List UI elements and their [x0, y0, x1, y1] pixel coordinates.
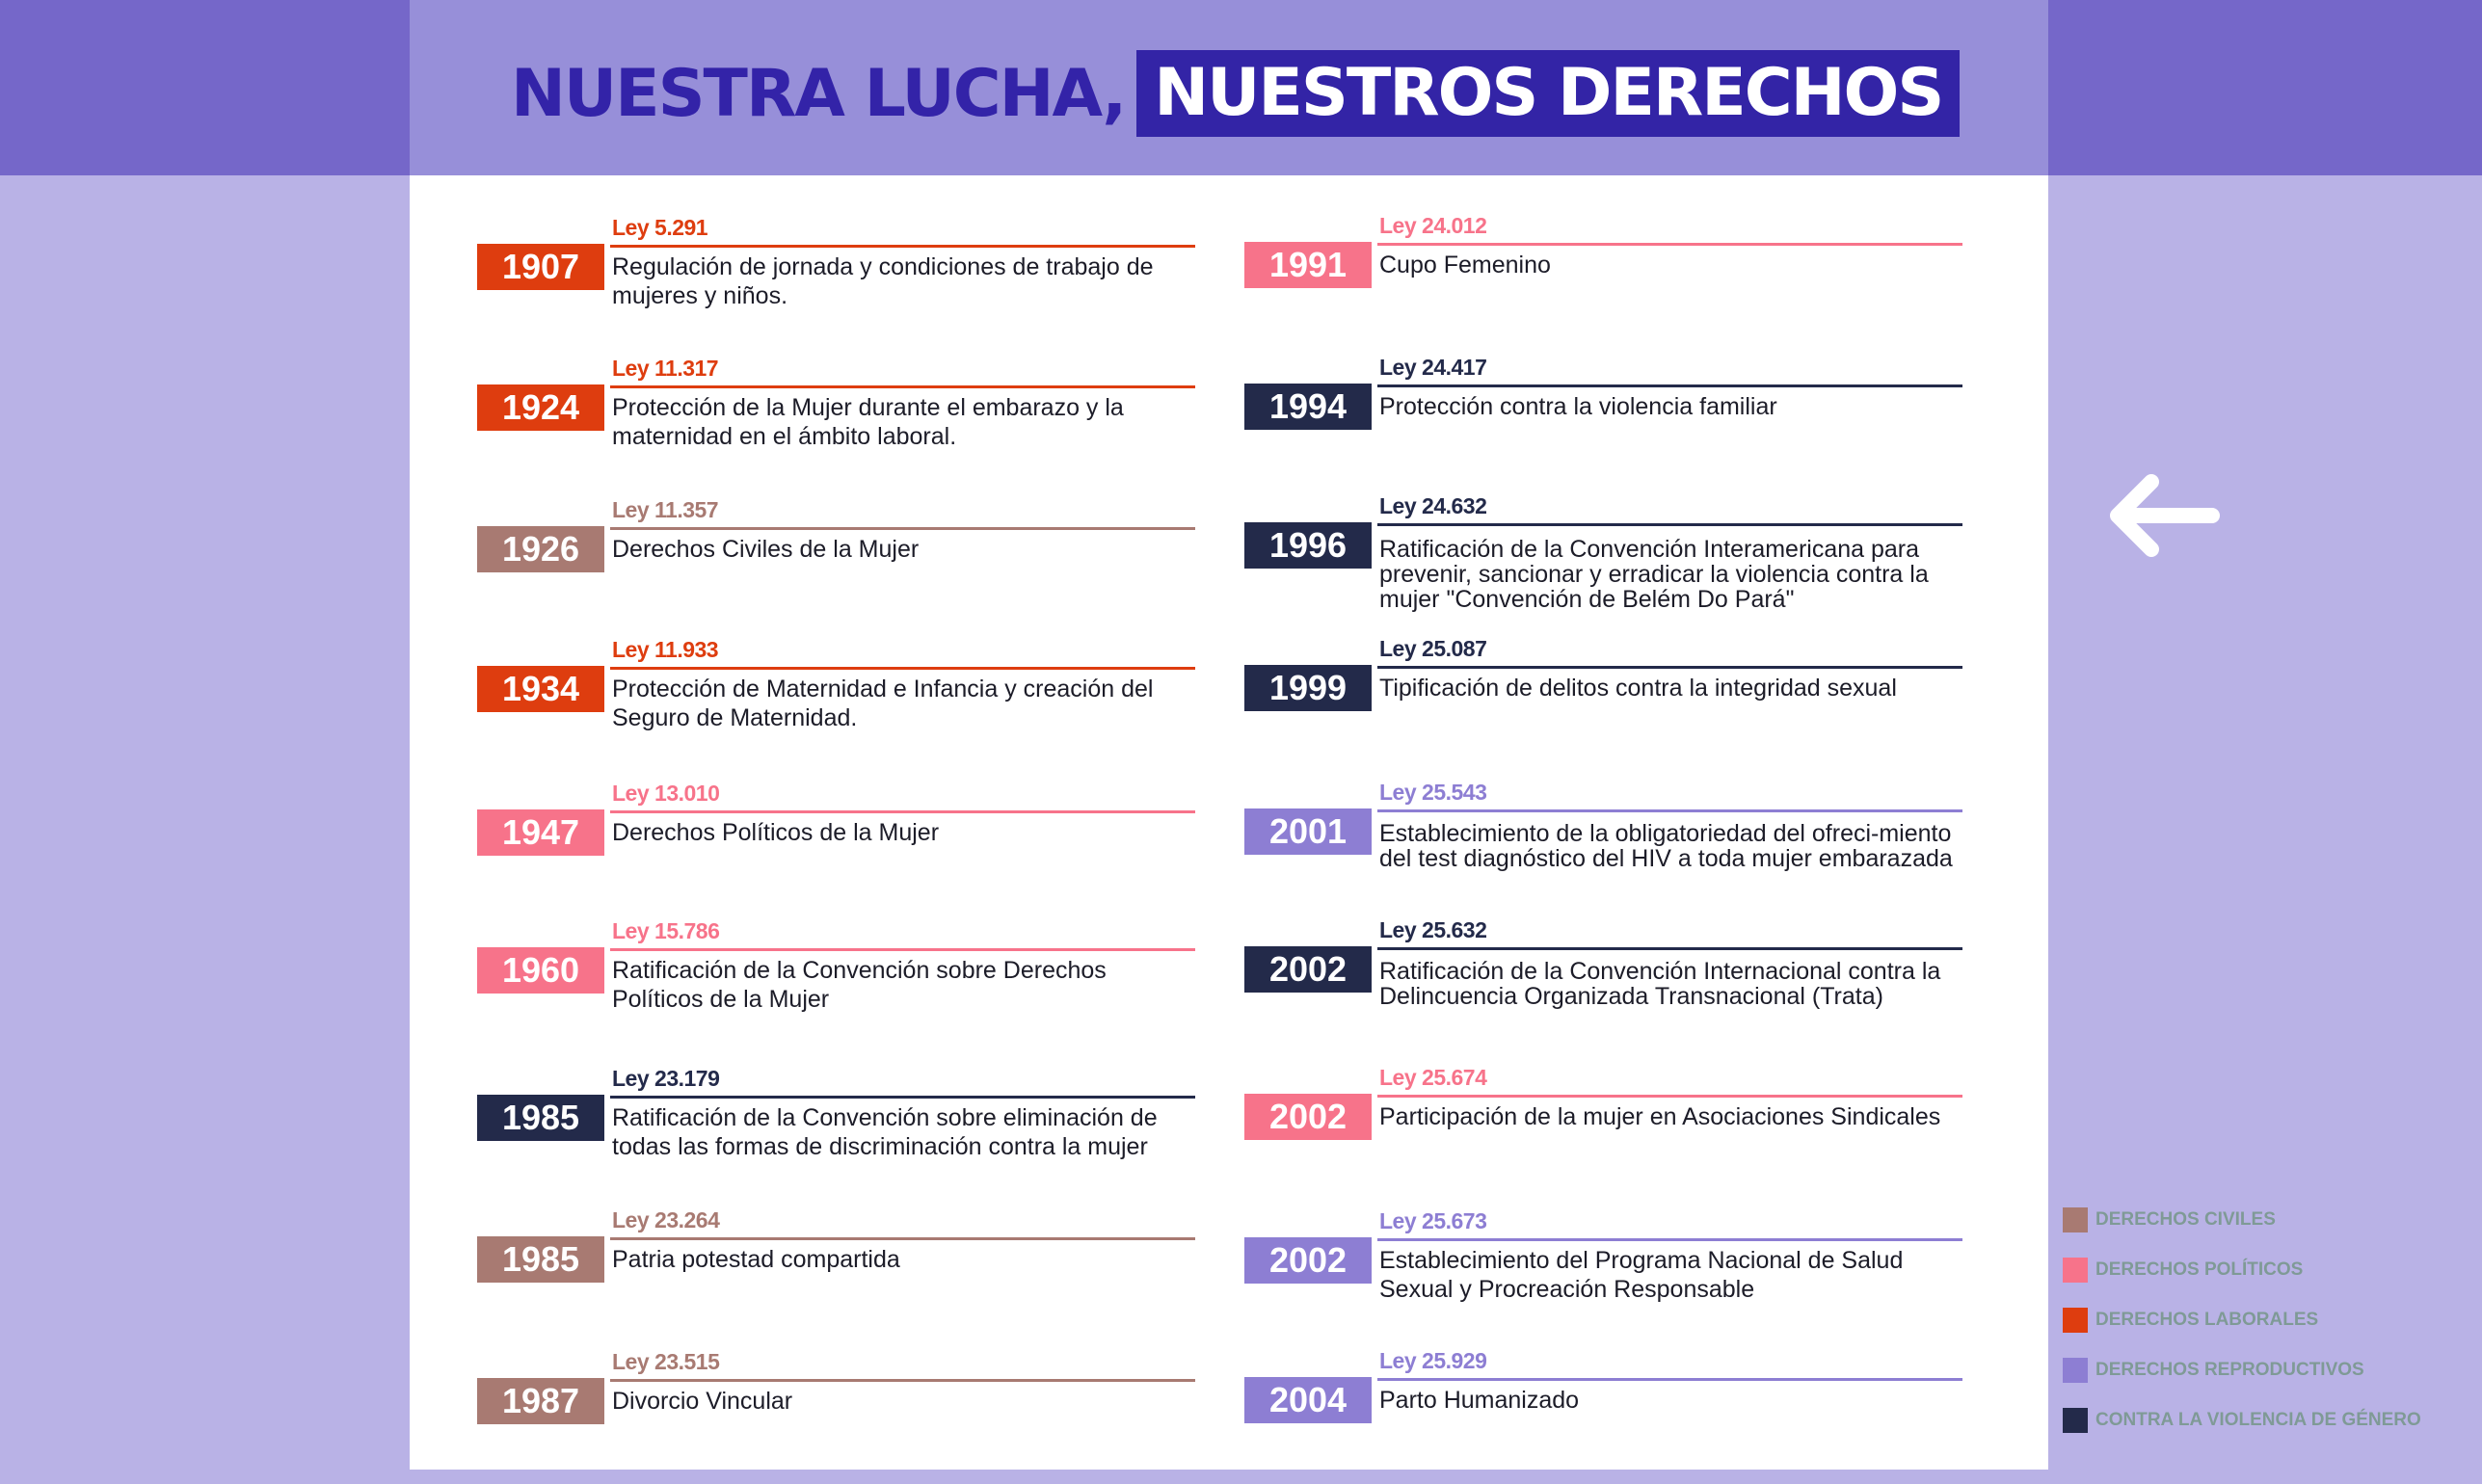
right-side-band — [2048, 0, 2482, 175]
law-number: Ley 25.929 — [1379, 1348, 1487, 1373]
law-number: Ley 23.179 — [612, 1066, 720, 1091]
year-badge: 1947 — [477, 809, 604, 856]
timeline-entry — [1244, 1348, 1962, 1483]
year-badge: 1991 — [1244, 242, 1372, 288]
timeline-entry — [1244, 1065, 1962, 1200]
left-side-band — [0, 0, 410, 175]
entry-rule — [610, 1096, 1195, 1099]
year-badge: 1999 — [1244, 665, 1372, 711]
entry-rule — [1377, 947, 1962, 950]
timeline-entry — [477, 1207, 1195, 1342]
year-badge: 1996 — [1244, 522, 1372, 569]
law-number: Ley 11.933 — [612, 637, 719, 662]
law-description: Establecimiento del Programa Nacional de Salud Sexual y Procreación Responsable — [1379, 1247, 1904, 1303]
page-title — [511, 50, 1960, 137]
page-title-part2: NUESTROS DERECHOS — [1136, 50, 1960, 137]
timeline-entry — [477, 1349, 1195, 1484]
timeline-entry — [1244, 493, 1962, 628]
law-number: Ley 24.012 — [1379, 213, 1487, 238]
arrow-left-icon — [2092, 453, 2227, 578]
law-description: Establecimiento de la obligatoriedad del ofreci-miento del test diagnóstico del HIV a toda mujer embarazada — [1379, 820, 1953, 872]
law-number: Ley 5.291 — [612, 215, 708, 240]
timeline-entry — [477, 918, 1195, 1053]
year-badge: 1934 — [477, 666, 604, 712]
law-number: Ley 25.632 — [1379, 917, 1487, 942]
law-description: Ratificación de la Convención Interamericana para prevenir, sancionar y erradicar la violencia contra la mujer "Convención de Belém Do Pará" — [1379, 536, 1929, 613]
year-badge: 2001 — [1244, 808, 1372, 855]
law-number: Ley 11.357 — [612, 497, 719, 522]
legend-swatch — [2063, 1358, 2088, 1383]
back-button[interactable] — [2092, 453, 2227, 578]
law-description: Tipificación de delitos contra la integridad sexual — [1379, 675, 1897, 702]
law-number: Ley 25.087 — [1379, 636, 1487, 661]
law-number: Ley 23.264 — [612, 1207, 720, 1232]
legend-swatch — [2063, 1258, 2088, 1283]
timeline-entry — [477, 215, 1195, 350]
law-description: Protección de Maternidad e Infancia y creación del Seguro de Maternidad. — [612, 676, 1154, 731]
law-description: Ratificación de la Convención sobre Derechos Políticos de la Mujer — [612, 957, 1107, 1013]
year-badge: 1907 — [477, 244, 604, 290]
entry-rule — [610, 667, 1195, 670]
entry-rule — [1377, 1238, 1962, 1241]
legend-item-laborales — [2063, 1295, 2421, 1345]
legend — [2063, 1195, 2421, 1445]
entry-rule — [1377, 384, 1962, 387]
law-number: Ley 15.786 — [612, 918, 720, 943]
timeline-entry — [1244, 355, 1962, 490]
law-description: Parto Humanizado — [1379, 1387, 1580, 1414]
page-title-part1: NUESTRA LUCHA, — [511, 55, 1126, 132]
timeline-entry — [1244, 917, 1962, 1052]
law-description: Protección contra la violencia familiar — [1379, 393, 1777, 420]
year-badge: 2002 — [1244, 1094, 1372, 1140]
entry-rule — [610, 948, 1195, 951]
entry-rule — [1377, 1095, 1962, 1098]
year-badge: 1926 — [477, 526, 604, 572]
legend-label: DERECHOS CIVILES — [2095, 1209, 2276, 1230]
year-badge: 1985 — [477, 1095, 604, 1141]
entry-rule — [1377, 809, 1962, 812]
law-number: Ley 25.543 — [1379, 780, 1487, 805]
legend-label: DERECHOS LABORALES — [2095, 1310, 2319, 1330]
legend-label: DERECHOS REPRODUCTIVOS — [2095, 1360, 2364, 1380]
timeline-entry — [477, 1066, 1195, 1201]
law-number: Ley 25.674 — [1379, 1065, 1487, 1090]
law-number: Ley 24.632 — [1379, 493, 1487, 518]
entry-rule — [1377, 666, 1962, 669]
law-description: Derechos Civiles de la Mujer — [612, 536, 920, 563]
legend-swatch — [2063, 1408, 2088, 1433]
entry-rule — [610, 1237, 1195, 1240]
timeline-entry — [1244, 636, 1962, 771]
law-number: Ley 25.673 — [1379, 1208, 1487, 1233]
law-description: Divorcio Vincular — [612, 1388, 793, 1415]
entry-rule — [610, 385, 1195, 388]
law-description: Regulación de jornada y condiciones de trabajo de mujeres y niños. — [612, 253, 1154, 309]
year-badge: 1987 — [477, 1378, 604, 1424]
law-number: Ley 11.317 — [612, 356, 719, 381]
timeline-entry — [477, 497, 1195, 632]
entry-rule — [610, 245, 1195, 248]
legend-swatch — [2063, 1207, 2088, 1232]
law-number: Ley 24.417 — [1379, 355, 1487, 380]
law-description: Patria potestad compartida — [612, 1246, 900, 1273]
legend-label: DERECHOS POLÍTICOS — [2095, 1259, 2304, 1280]
year-badge: 1994 — [1244, 384, 1372, 430]
timeline-entry — [1244, 1208, 1962, 1343]
law-description: Cupo Femenino — [1379, 252, 1551, 278]
law-description: Derechos Políticos de la Mujer — [612, 819, 940, 846]
year-badge: 1985 — [477, 1236, 604, 1283]
legend-item-civiles — [2063, 1195, 2421, 1245]
entry-rule — [610, 810, 1195, 813]
law-description: Ratificación de la Convención sobre eliminación de todas las formas de discriminación contra la mujer — [612, 1104, 1158, 1160]
entry-rule — [1377, 523, 1962, 526]
legend-item-violencia — [2063, 1395, 2421, 1445]
law-description: Participación de la mujer en Asociaciones Sindicales — [1379, 1103, 1941, 1130]
timeline-entry — [477, 637, 1195, 772]
entry-rule — [1377, 243, 1962, 246]
timeline-entry — [477, 356, 1195, 490]
entry-rule — [1377, 1378, 1962, 1381]
legend-item-politicos — [2063, 1245, 2421, 1295]
law-description: Ratificación de la Convención Internacional contra la Delincuencia Organizada Transnacional (Trata) — [1379, 958, 1941, 1010]
year-badge: 1924 — [477, 384, 604, 431]
year-badge: 2002 — [1244, 946, 1372, 993]
timeline-entry — [1244, 213, 1962, 348]
legend-swatch — [2063, 1308, 2088, 1333]
entry-rule — [610, 527, 1195, 530]
legend-item-reproductivos — [2063, 1345, 2421, 1395]
law-number: Ley 13.010 — [612, 781, 720, 806]
year-badge: 1960 — [477, 947, 604, 994]
year-badge: 2004 — [1244, 1377, 1372, 1423]
timeline-entry — [477, 781, 1195, 915]
legend-label: CONTRA LA VIOLENCIA DE GÉNERO — [2095, 1410, 2421, 1430]
law-description: Protección de la Mujer durante el embarazo y la maternidad en el ámbito laboral. — [612, 394, 1124, 450]
timeline-entry — [1244, 780, 1962, 914]
entry-rule — [610, 1379, 1195, 1382]
law-number: Ley 23.515 — [612, 1349, 720, 1374]
year-badge: 2002 — [1244, 1237, 1372, 1284]
